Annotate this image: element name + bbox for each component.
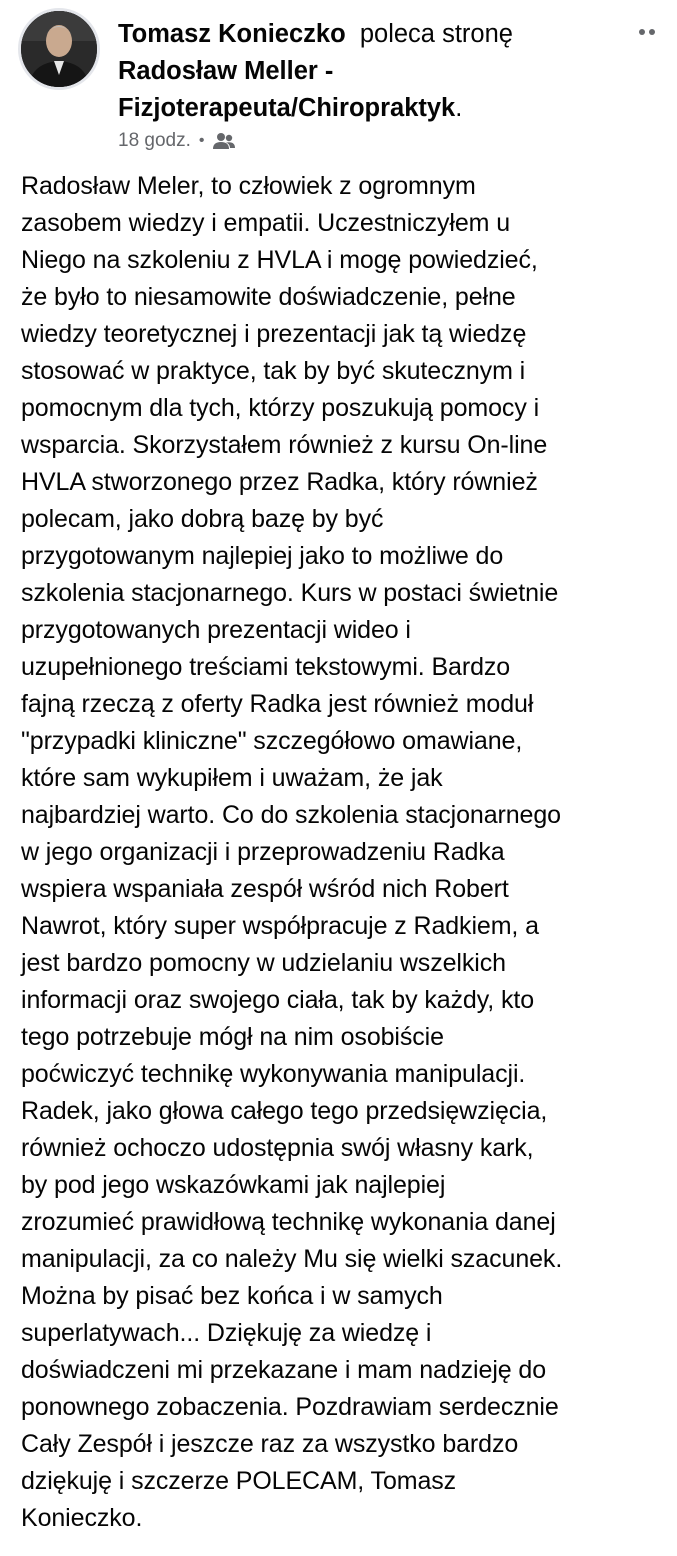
post-meta [118,128,235,154]
more-options-button[interactable] [633,22,669,42]
author-name[interactable]: Tomasz Konieczko [118,20,346,48]
avatar[interactable] [18,8,100,90]
post-header [118,16,638,127]
more-icon [633,22,669,42]
timestamp[interactable]: 18 godz. [118,130,191,151]
action-text: poleca stronę [359,20,513,48]
post-body-text: Radosław Meler, to człowiek z ogromnym zasobem wiedzy i empatii. Uczestniczyłem u Niego na szkoleniu z HVLA i mogę powiedzieć, że było to niesamowite doświadczenie, pełne wiedzy teoretycznej i prezentacji jak tą wiedzę stosować w praktyce, tak by być skutecznym i pomocnym dla tych, którzy poszukują pomocy i wsparcia. Skorzystałem również z kursu On-line HVLA stworzonego przez Radka, który również polecam, jako dobrą bazę by być przygotowanym najlepiej jako to możliwe do szkolenia stacjonarnego. Kurs w postaci świetnie przygotowanych prezentacji wideo i uzupełnionego treściami tekstowymi. Bardzo fajną rzeczą z oferty Radka jest również moduł "przypadki kliniczne" szczegółowo omawiane, które sam wykupiłem i uważam, że jak najbardziej warto. Co do szkolenia stacjonarnego w jego organizacji i przeprowadzeniu Radka wspiera wspaniała zespół wśród nich Robert Nawrot, który super współpracuje z Radkiem, a jest bardzo pomocny w udzielaniu wszelkich informacji oraz swojego ciała, tak by każdy, kto tego potrzebuje mógł na nim osobiście poćwiczyć technikę wykonywania manipulacji. Radek, jako głowa całego tego przedsięwzięcia, również ochoczo udostępnia swój własny kark, by pod jego wskazówkami jak najlepiej zrozumieć prawidłową technikę wykonania danej manipulacji, za co należy Mu się wielki szacunek. Można by pisać bez końca i w samych superlatywach... Dziękuję za wiedzę i doświadczeni mi przekazane i mam nadzieję do ponownego zobaczenia. Pozdrawiam serdecznie Cały Zespół i jeszcze raz za wszystko bardzo dziękuję i szczerze POLECAM, Tomasz Konieczko. [21,172,563,1532]
recommended-page-name[interactable]: Radosław Meller - Fizjoterapeuta/Chiropraktyk [118,57,456,122]
separator: • [198,132,205,149]
friends-icon[interactable] [213,132,235,150]
profile-photo [21,11,97,87]
page-suffix: . [455,94,463,122]
